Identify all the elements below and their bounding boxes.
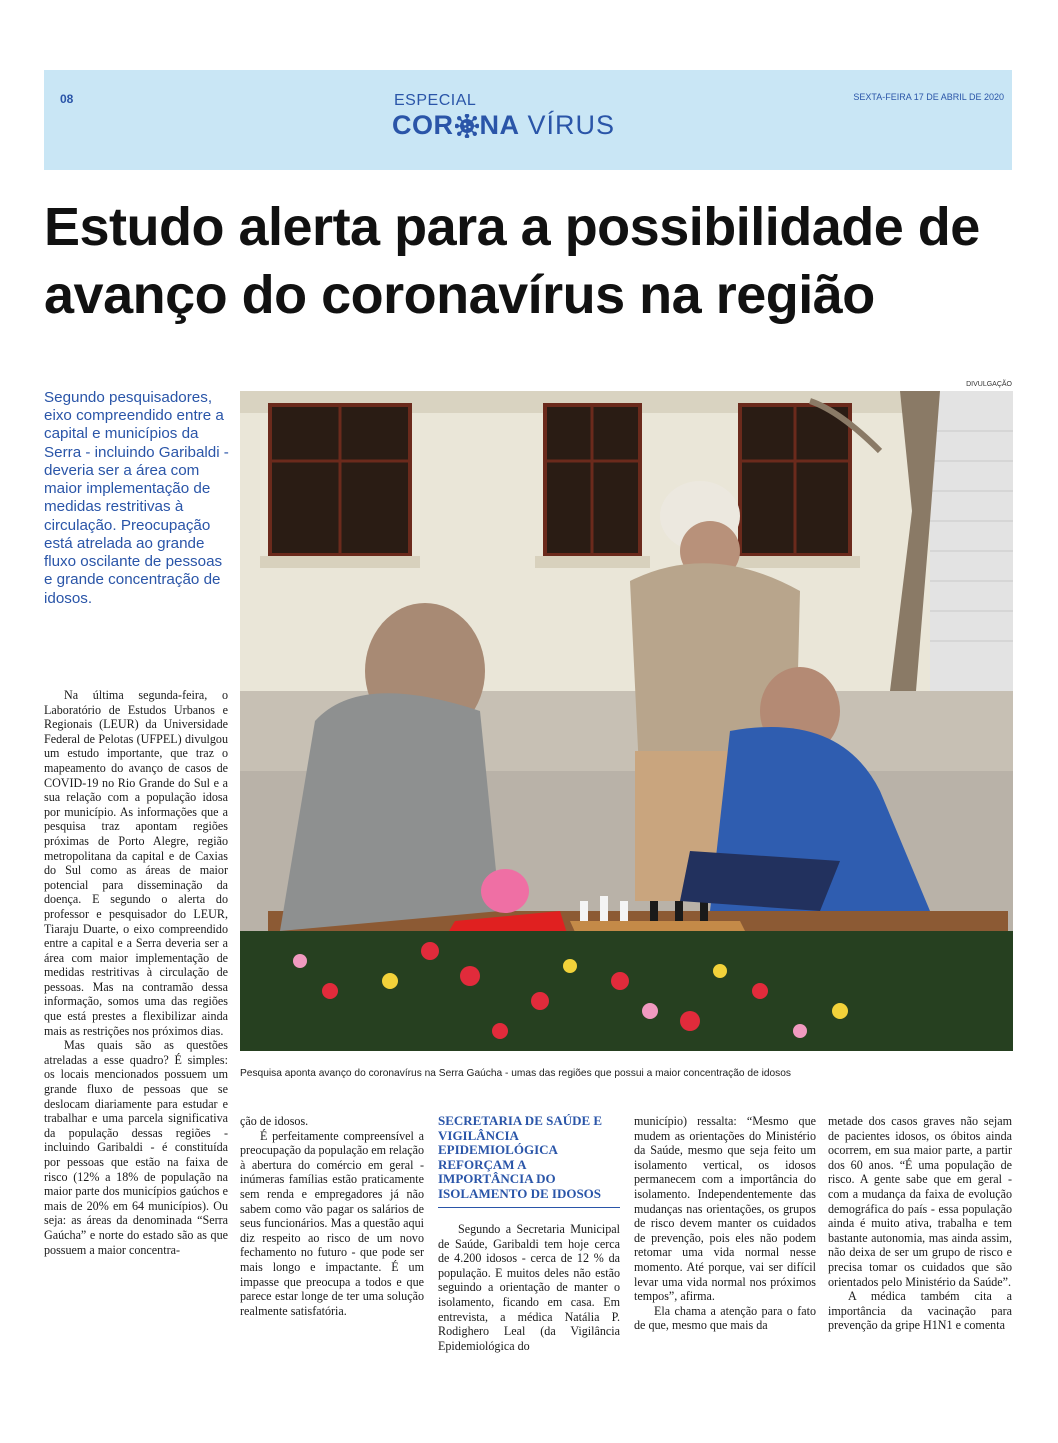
- photo-illustration: [240, 391, 1013, 1051]
- article-column-1: [44, 688, 228, 1257]
- logo-corona-right: NA: [479, 110, 520, 140]
- photo-caption: Pesquisa aponta avanço do coronavírus na Serra Gaúcha - umas das regiões que possui a maior concentração de idosos: [240, 1068, 792, 1079]
- especial-coronavirus-logo: [392, 92, 672, 144]
- article-paragraph: A médica também cita a importância da vacinação para prevenção da gripe H1N1 e comenta: [828, 1289, 1012, 1333]
- logo-line: [392, 110, 615, 141]
- article-paragraph: ção de idosos.: [240, 1114, 309, 1128]
- article-paragraph: Segundo a Secretaria Municipal de Saúde, Garibaldi tem hoje cerca de 4.200 idosos - cerca de 12 % da população. E muitos deles não estão seguindo a orientação de manter o isolamento, ficando em casa. Em entrevista, a médica Natália P. Rodighero Leal (da Vigilância Epidemiológica do: [438, 1222, 620, 1353]
- section-subhead: SECRETARIA DE SAÚDE E VIGILÂNCIA EPIDEMIOLÓGICA REFORÇAM A IMPORTÂNCIA DO ISOLAMENTO DE IDOSOS: [438, 1113, 603, 1201]
- article-column-2: [240, 1114, 424, 1318]
- page-number: 08: [60, 92, 74, 106]
- article-paragraph: metade dos casos graves não sejam de pacientes idosos, os óbitos ainda ocorrem, em sua maior parte, a partir dos 60 anos. “É uma população de risco. A gente sabe que em geral - com a mudança da faixa de evolução demográfica do país - essa população ainda é muito ativa, trabalha e tem bastante autonomia, mas ainda assim, não deixa de ser um grupo de risco e precisa tomar os cuidados que são orientados pelo Ministério da Saúde”.: [828, 1114, 1012, 1289]
- virus-icon: [455, 114, 479, 138]
- article-column-4: [634, 1114, 816, 1333]
- issue-date: SEXTA-FEIRA 17 DE ABRIL DE 2020: [853, 92, 1004, 102]
- article-column-5: [828, 1114, 1012, 1333]
- article-column-3: [438, 1114, 620, 1353]
- article-paragraph: Mas quais são as questões atreladas a esse quadro? É simples: os locais mencionados possuem um grande fluxo de pessoas que se deslocam diariamente para estudar e trabalhar e uma parcela significativa da população dessas regiões - incluindo Garibaldi - é constituída por pessoas que estão na faixa de risco (12% a 18% de população na maior parte dos municípios gaúchos e mais de 20% em 64 municípios). Ou seja: as áreas da denominada “Serra Gaúcha” e norte do estado são as que possuem a maior concentra-: [44, 1038, 228, 1257]
- header-band: [44, 70, 1012, 170]
- logo-especial-text: ESPECIAL: [394, 92, 477, 109]
- article-paragraph: É perfeitamente compreensível a preocupação da população em relação à abertura do comércio em geral - inúmeras famílias estão praticamente sem renda e empregadores já não sabem como vão pagar os salários de seus funcionários. Mas a questão aqui diz respeito ao risco de um novo fechamento no futuro - que pode ser mais longo e impactante. É um impasse que preocupa a todos e que parece estar longe de ter uma solução realmente satisfatória.: [240, 1128, 424, 1318]
- logo-virus-text: VÍRUS: [527, 110, 616, 140]
- article-paragraph: Ela chama a atenção para o fato de que, mesmo que mais da: [634, 1303, 816, 1333]
- subhead-divider: [438, 1207, 620, 1208]
- article-photo: [240, 391, 1013, 1051]
- article-paragraph: Na última segunda-feira, o Laboratório de Estudos Urbanos e Regionais (LEUR) da Universidade Federal de Pelotas (UFPEL) divulgou um estudo importante, que traz o mapeamento do avanço de casos de COVID-19 no Rio Grande do Sul e a sua relação com a população idosa por município. As informações que a pesquisa traz apontam regiões próximas de Porto Alegre, região metropolitana da capital e de Caxias do Sul como as áreas de maior potencial para disseminação da doença. E segundo o alerta do professor e pesquisador do LEUR, Tiaraju Duarte, o eixo compreendido entre a capital e a Serra deveria ser a área com maior implementação de medidas restritivas à circulação de pessoas. Mas na contramão dessa informação, somos uma das regiões que está prestes a flexibilizar ainda mais as restrições nos próximos dias.: [44, 688, 228, 1038]
- logo-corona-left: COR: [392, 110, 454, 140]
- photo-credit: DIVULGAÇÃO: [966, 381, 1012, 388]
- headline: Estudo alerta para a possibilidade de avanço do coronavírus na região: [44, 197, 980, 325]
- article-paragraph: município) ressalta: “Mesmo que mudem as orientações do Ministério da Saúde, mesmo que seja feito um isolamento vertical, os idosos permanecem com a importância do isolamento. Independentemente das mudanças nas orientações, os grupos de risco devem manter os cuidados de prevenção, pois eles não podem retomar uma vida normal nesse momento. Até porque, vai ser difícil levar uma vida normal nos próximos tempos”, afirma.: [634, 1114, 816, 1304]
- lede-summary: Segundo pesquisadores, eixo compreendido entre a capital e municípios da Serra - incluindo Garibaldi - deveria ser a área com maior implementação de medidas restritivas à circulação. Preocupação está atrelada ao grande fluxo oscilante de pessoas e grande concentração de idosos.: [44, 389, 229, 607]
